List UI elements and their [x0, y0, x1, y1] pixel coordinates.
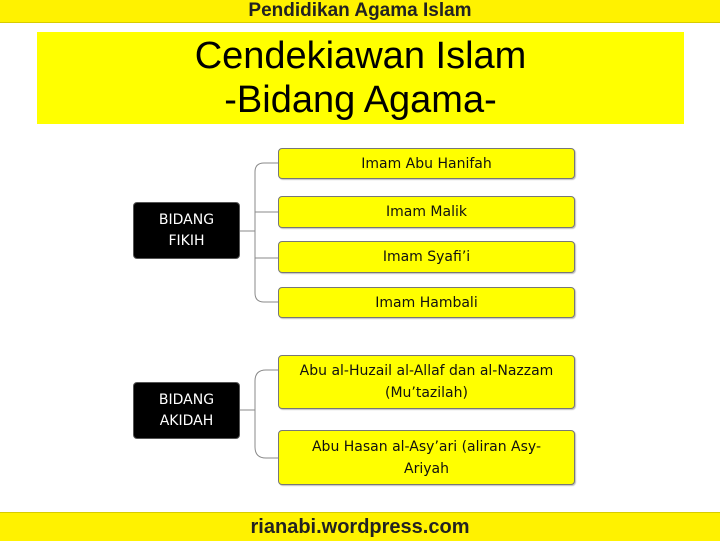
category-box-akidah [133, 382, 240, 439]
fikih-bracket [240, 163, 278, 302]
category-box-fikih [133, 202, 240, 259]
category-label-line2: AKIDAH [159, 412, 214, 429]
scholar-box: Imam Syafi’i [278, 241, 575, 273]
scholar-box: Abu Hasan al-Asy’ari (aliran Asy-Ariyah [278, 430, 575, 485]
scholar-box: Imam Hambali [278, 287, 575, 318]
category-label-line1: BIDANG [158, 391, 215, 408]
scholar-box: Abu al-Huzail al-Allaf dan al-Nazzam (Mu’tazilah) [278, 355, 575, 409]
category-label-line1: BIDANG [158, 211, 215, 228]
category-label-line2: FIKIH [168, 232, 205, 249]
footer-text: rianabi.wordpress.com [250, 515, 470, 538]
header-title: Pendidikan Agama Islam [248, 0, 472, 21]
akidah-bracket [240, 370, 278, 458]
scholar-box: Imam Malik [278, 196, 575, 228]
footer-bar [0, 512, 720, 541]
slide-title-line1: Cendekiawan Islam [194, 35, 527, 77]
scholar-box: Imam Abu Hanifah [278, 148, 575, 179]
slide-title-line2: -Bidang Agama- [224, 79, 497, 121]
